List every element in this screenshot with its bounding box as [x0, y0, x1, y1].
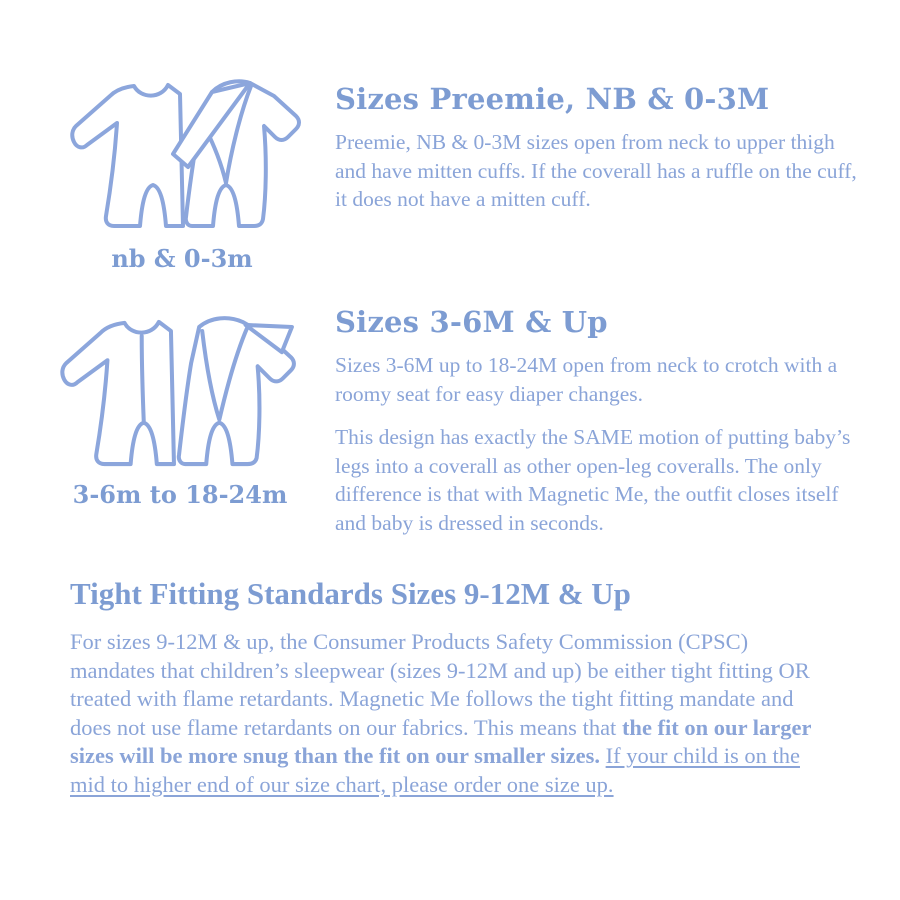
heading-tight-fitting: Tight Fitting Standards Sizes 9-12M & Up	[70, 576, 631, 611]
section-3-6m	[335, 305, 865, 553]
coveralls-3-6m-icon	[52, 306, 304, 484]
size-label-3-6m-18-24m: 3-6m to 18-24m	[72, 480, 288, 509]
section-tight-fitting	[70, 576, 822, 799]
size-label-nb-0-3m: nb & 0-3m	[111, 244, 253, 273]
heading-3-6m: Sizes 3-6M & Up	[335, 305, 608, 339]
tight-fitting-text-bold: the fit on our larger sizes will be more snug than the fit on our smaller sizes.	[70, 714, 812, 769]
body-tight-fitting	[70, 628, 822, 799]
tight-fitting-text-normal: For sizes 9-12M & up, the Consumer Products Safety Commission (CPSC) mandates that children’s sleepwear (sizes 9-12M and up) be either tight fitting OR treated with flame retardants. Magnetic Me follows the tight fitting mandate and does not use flame retardants on our fabrics. This means that	[70, 629, 810, 740]
body-3-6m-open: Sizes 3-6M up to 18-24M open from neck to crotch with a roomy seat for easy diaper changes.	[335, 353, 838, 406]
body-3-6m-design: This design has exactly the SAME motion of putting baby’s legs into a coverall as other open-leg coveralls. The only difference is that with Magnetic Me, the outfit closes itself and baby is dressed in seconds.	[335, 425, 851, 535]
section-preemie	[335, 82, 862, 229]
tight-fitting-text-underlined: If your child is on the mid to higher end of our size chart, please order one size up.	[70, 743, 800, 797]
body-preemie: Preemie, NB & 0-3M sizes open from neck to upper thigh and have mitten cuffs. If the coverall has a ruffle on the cuff, it does not have a mitten cuff.	[335, 130, 857, 212]
coveralls-nb-0-3m-icon	[62, 70, 302, 240]
heading-preemie: Sizes Preemie, NB & 0-3M	[335, 82, 770, 116]
